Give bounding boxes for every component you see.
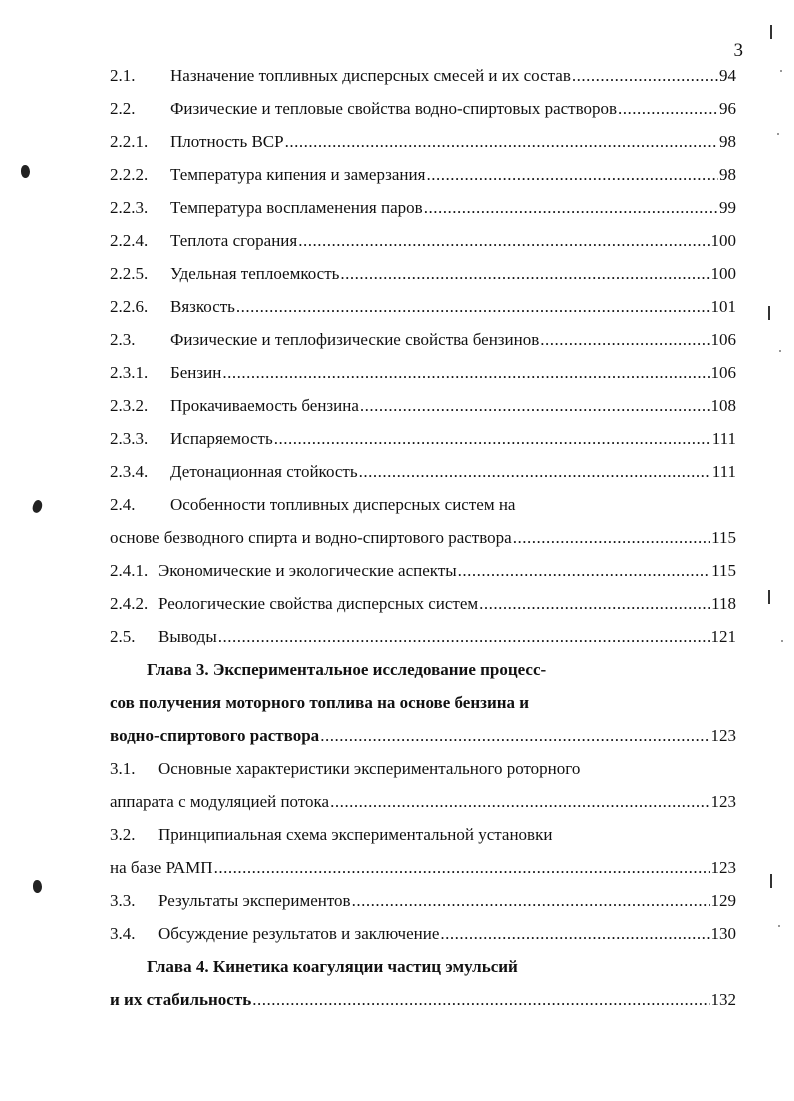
toc-number: 3.1. [110, 759, 136, 778]
scan-speck [780, 70, 782, 72]
toc-number: 3.3. [110, 891, 136, 910]
chapter-heading [147, 656, 736, 684]
dot-leader [352, 887, 710, 915]
toc-title: Назначение топливных дисперсных смесей и их состав [170, 66, 571, 85]
toc-title: Бензин [170, 363, 222, 382]
scan-speck [779, 350, 781, 352]
toc-number: 2.5. [110, 627, 136, 646]
dot-leader [479, 590, 710, 618]
toc-title: Плотность ВСР [170, 132, 284, 151]
dot-leader [285, 128, 718, 156]
toc-number: 2.3.3. [110, 429, 149, 448]
toc-page: 123 [710, 792, 736, 811]
dot-leader [572, 62, 718, 90]
dot-leader [360, 392, 710, 420]
toc-title: Детонационная стойкость [170, 462, 358, 481]
chapter-heading [110, 986, 736, 1014]
toc-entry [110, 359, 736, 387]
dot-leader [540, 326, 709, 354]
toc-entry [110, 491, 736, 519]
toc-title: Результаты экспериментов [158, 891, 351, 910]
toc-page: 118 [711, 594, 736, 613]
dot-leader [426, 161, 718, 189]
toc-number: 2.3.4. [110, 462, 149, 481]
toc-title: Вязкость [170, 297, 235, 316]
toc-page: 123 [710, 858, 736, 877]
toc-title: Основные характеристики экспериментального роторного [158, 759, 581, 778]
toc-entry [110, 590, 736, 618]
toc-page: 123 [710, 726, 736, 745]
toc-entry [110, 62, 736, 90]
toc-page: 115 [711, 528, 736, 547]
toc-title: Температура кипения и замерзания [170, 165, 426, 184]
scan-speck [781, 640, 783, 642]
toc-page: 100 [710, 264, 736, 283]
chapter-heading [110, 689, 736, 717]
chapter-heading [147, 953, 736, 981]
toc-entry [110, 161, 736, 189]
toc-page: 108 [710, 396, 736, 415]
toc-title-continuation: основе безводного спирта и водно-спиртового раствора [110, 528, 512, 547]
toc-entry [110, 821, 736, 849]
chapter-title-line: Глава 4. Кинетика коагуляции частиц эмульсий [147, 957, 518, 976]
dot-leader [252, 986, 709, 1014]
toc-page: 111 [711, 429, 736, 448]
toc-page: 121 [710, 627, 736, 646]
toc-page: 100 [710, 231, 736, 250]
toc-title: Удельная теплоемкость [170, 264, 340, 283]
toc-entry [110, 95, 736, 123]
toc-number: 2.2.3. [110, 198, 149, 217]
chapter-title-line: сов получения моторного топлива на основе бензина и [110, 693, 530, 712]
toc-title-continuation: на базе РАМП [110, 858, 213, 877]
toc-title: Температура воспламенения паров [170, 198, 423, 217]
toc-entry-continuation [110, 524, 736, 552]
dot-leader [222, 359, 709, 387]
toc-number: 2.1. [110, 66, 136, 85]
toc-entry [110, 326, 736, 354]
toc-entry-continuation [110, 854, 736, 882]
dot-leader [359, 458, 711, 486]
toc-page: 98 [719, 132, 736, 151]
toc-title: Реологические свойства дисперсных систем [158, 594, 479, 613]
toc-number: 3.2. [110, 825, 136, 844]
toc-entry-continuation [110, 788, 736, 816]
toc-title: Физические и тепловые свойства водно-спиртовых растворов [170, 99, 618, 118]
toc-number: 2.4.2. [110, 594, 149, 613]
toc-entry [110, 227, 736, 255]
scan-speck [777, 133, 779, 135]
dot-leader [340, 260, 709, 288]
toc-page: 94 [719, 66, 736, 85]
toc-entry [110, 392, 736, 420]
toc-title: Особенности топливных дисперсных систем на [170, 495, 516, 514]
toc-title: Принципиальная схема экспериментальной установки [158, 825, 553, 844]
toc-entry [110, 194, 736, 222]
chapter-title-line: и их стабильность [110, 990, 252, 1009]
dot-leader [513, 524, 710, 552]
dot-leader [218, 623, 710, 651]
dot-leader [330, 788, 709, 816]
toc-title: Теплота сгорания [170, 231, 298, 250]
toc-entry [110, 920, 736, 948]
page-number: 3 [733, 40, 743, 61]
scan-mark [768, 590, 770, 604]
toc-page: 101 [710, 297, 736, 316]
toc-page: 115 [711, 561, 736, 580]
scan-speck [778, 925, 780, 927]
toc-number: 2.2. [110, 99, 136, 118]
scan-mark [770, 25, 772, 39]
toc-page: 132 [710, 990, 736, 1009]
toc-number: 2.3. [110, 330, 136, 349]
toc-entry [110, 425, 736, 453]
toc-entry [110, 128, 736, 156]
toc-title: Физические и теплофизические свойства бензинов [170, 330, 540, 349]
dot-leader [214, 854, 710, 882]
dot-leader [274, 425, 711, 453]
toc-number: 2.2.2. [110, 165, 149, 184]
toc-number: 2.3.2. [110, 396, 149, 415]
toc-number: 2.4. [110, 495, 136, 514]
toc-entry [110, 755, 736, 783]
dot-leader [618, 95, 718, 123]
chapter-title-line: Глава 3. Экспериментальное исследование процесс- [147, 660, 547, 679]
toc-entry [110, 623, 736, 651]
toc-page: 99 [719, 198, 736, 217]
toc-page: 111 [711, 462, 736, 481]
toc-number: 2.2.4. [110, 231, 149, 250]
dot-leader [424, 194, 718, 222]
toc-number: 2.2.6. [110, 297, 149, 316]
toc-number: 3.4. [110, 924, 136, 943]
toc-page: 130 [710, 924, 736, 943]
toc-page: 106 [710, 330, 736, 349]
toc-title: Испаряемость [170, 429, 273, 448]
dot-leader [298, 227, 709, 255]
chapter-title-line: водно-спиртового раствора [110, 726, 320, 745]
scan-mark [770, 874, 772, 888]
toc-entry [110, 557, 736, 585]
toc-title-continuation: аппарата с модуляцией потока [110, 792, 330, 811]
dot-leader [320, 722, 709, 750]
toc-number: 2.2.1. [110, 132, 149, 151]
toc-title: Выводы [158, 627, 217, 646]
toc-page: 96 [719, 99, 736, 118]
toc-number: 2.3.1. [110, 363, 149, 382]
toc-entry [110, 458, 736, 486]
toc-page: 106 [710, 363, 736, 382]
toc-page: 98 [719, 165, 736, 184]
toc-number: 2.2.5. [110, 264, 149, 283]
toc-title: Экономические и экологические аспекты [158, 561, 457, 580]
toc-entry [110, 293, 736, 321]
scan-blot [33, 880, 42, 893]
dot-leader [458, 557, 710, 585]
toc-title: Обсуждение результатов и заключение [158, 924, 440, 943]
scan-blot [31, 499, 44, 514]
dot-leader [440, 920, 709, 948]
toc-page: 129 [710, 891, 736, 910]
scan-mark [768, 306, 770, 320]
chapter-heading [110, 722, 736, 750]
toc-title: Прокачиваемость бензина [170, 396, 359, 415]
toc-number: 2.4.1. [110, 561, 149, 580]
toc-entry [110, 260, 736, 288]
scan-blot [21, 165, 30, 178]
dot-leader [236, 293, 710, 321]
toc-entry [110, 887, 736, 915]
